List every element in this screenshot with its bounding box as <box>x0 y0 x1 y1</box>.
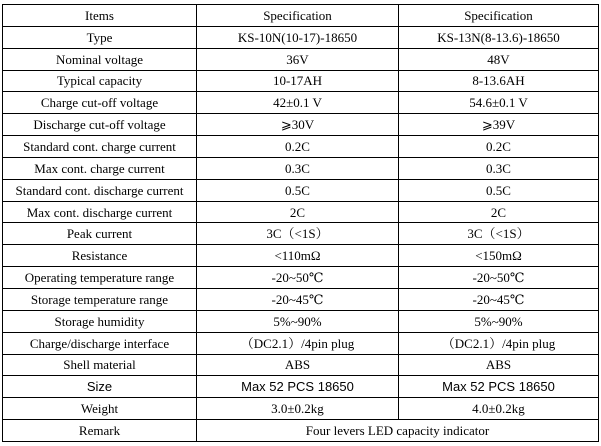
item-label: Resistance <box>3 245 197 267</box>
spec-a-value: 5%~90% <box>197 310 399 332</box>
table-row-max-charge-current <box>3 157 599 179</box>
table-row-discharge-cutoff-voltage <box>3 114 599 136</box>
item-label: Typical capacity <box>3 70 197 92</box>
table-row-type <box>3 26 599 48</box>
spec-a-value: 36V <box>197 48 399 70</box>
item-label: Remark <box>3 420 197 442</box>
spec-a-value: 0.3C <box>197 157 399 179</box>
spec-b-value: 0.2C <box>399 136 599 158</box>
header-items: Items <box>3 5 197 27</box>
spec-a-value: 2C <box>197 201 399 223</box>
table-row-standard-discharge-current <box>3 179 599 201</box>
remark-value: Four levers LED capacity indicator <box>197 420 599 442</box>
spec-a-value: 10-17AH <box>197 70 399 92</box>
spec-b-value: 48V <box>399 48 599 70</box>
item-label: Size <box>3 376 197 398</box>
spec-a-value: 42±0.1 V <box>197 92 399 114</box>
item-label: Standard cont. charge current <box>3 136 197 158</box>
spec-b-value: ⩾39V <box>399 114 599 136</box>
item-label: Charge cut-off voltage <box>3 92 197 114</box>
spec-a-value: 3C（<1S） <box>197 223 399 245</box>
spec-a-value: <110mΩ <box>197 245 399 267</box>
item-label: Storage humidity <box>3 310 197 332</box>
item-label: Standard cont. discharge current <box>3 179 197 201</box>
spec-b-value: ABS <box>399 354 599 376</box>
item-label: Peak current <box>3 223 197 245</box>
spec-a-value: Max 52 PCS 18650 <box>197 376 399 398</box>
spec-b-value: 8-13.6AH <box>399 70 599 92</box>
header-specification-b: Specification <box>399 5 599 27</box>
table-row-peak-current <box>3 223 599 245</box>
spec-b-value: （DC2.1）/4pin plug <box>399 332 599 354</box>
table-row-storage-humidity <box>3 310 599 332</box>
table-row-interface <box>3 332 599 354</box>
item-label: Weight <box>3 398 197 420</box>
spec-a-value: -20~50℃ <box>197 267 399 289</box>
item-label: Max cont. discharge current <box>3 201 197 223</box>
spec-a-value: ⩾30V <box>197 114 399 136</box>
item-label: Max cont. charge current <box>3 157 197 179</box>
item-label: Storage temperature range <box>3 288 197 310</box>
spec-a-value: 0.2C <box>197 136 399 158</box>
spec-b-value: <150mΩ <box>399 245 599 267</box>
spec-b-value: -20~50℃ <box>399 267 599 289</box>
item-label: Shell material <box>3 354 197 376</box>
spec-b-value: 0.5C <box>399 179 599 201</box>
spec-a-value: 0.5C <box>197 179 399 201</box>
spec-b-value: KS-13N(8-13.6)-18650 <box>399 26 599 48</box>
table-row-weight <box>3 398 599 420</box>
spec-b-value: 0.3C <box>399 157 599 179</box>
spec-a-value: -20~45℃ <box>197 288 399 310</box>
table-row-max-discharge-current <box>3 201 599 223</box>
table-row-standard-charge-current <box>3 136 599 158</box>
table-row-typical-capacity <box>3 70 599 92</box>
table-row-nominal-voltage <box>3 48 599 70</box>
specification-table <box>2 4 599 442</box>
item-label: Type <box>3 26 197 48</box>
spec-a-value: 3.0±0.2kg <box>197 398 399 420</box>
spec-b-value: 4.0±0.2kg <box>399 398 599 420</box>
spec-a-value: （DC2.1）/4pin plug <box>197 332 399 354</box>
table-row-remark <box>3 420 599 442</box>
spec-a-value: ABS <box>197 354 399 376</box>
spec-b-value: Max 52 PCS 18650 <box>399 376 599 398</box>
table-row-resistance <box>3 245 599 267</box>
table-row-operating-temperature <box>3 267 599 289</box>
spec-a-value: KS-10N(10-17)-18650 <box>197 26 399 48</box>
table-row-charge-cutoff-voltage <box>3 92 599 114</box>
table-row-storage-temperature <box>3 288 599 310</box>
table-row-shell-material <box>3 354 599 376</box>
spec-b-value: 5%~90% <box>399 310 599 332</box>
table-row-size <box>3 376 599 398</box>
spec-b-value: 2C <box>399 201 599 223</box>
spec-b-value: 3C（<1S） <box>399 223 599 245</box>
spec-b-value: -20~45℃ <box>399 288 599 310</box>
header-specification-a: Specification <box>197 5 399 27</box>
header-row <box>3 5 599 27</box>
item-label: Discharge cut-off voltage <box>3 114 197 136</box>
item-label: Operating temperature range <box>3 267 197 289</box>
spec-b-value: 54.6±0.1 V <box>399 92 599 114</box>
item-label: Charge/discharge interface <box>3 332 197 354</box>
item-label: Nominal voltage <box>3 48 197 70</box>
